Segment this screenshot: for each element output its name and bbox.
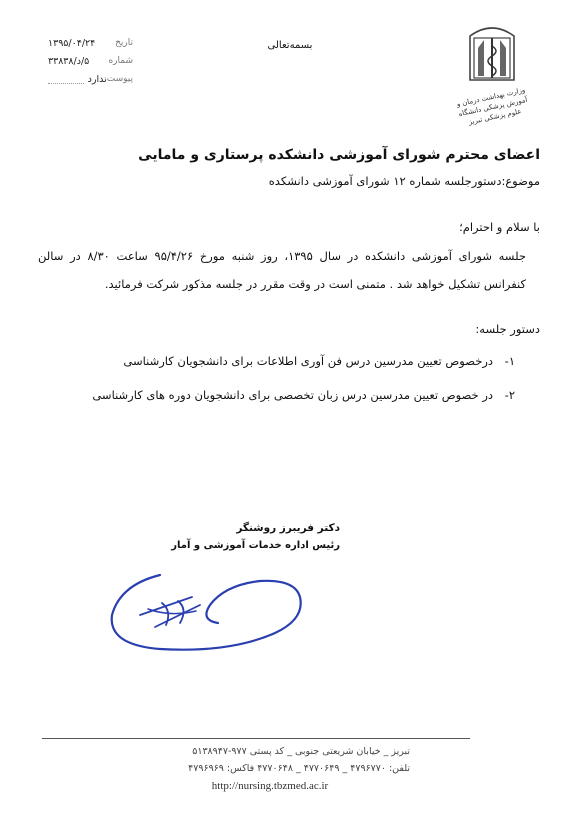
subject-line: موضوع:دستورجلسه شماره ۱۲ شورای آموزشی دانشکده: [268, 174, 540, 188]
meta-date-label: تاریخ: [115, 38, 133, 48]
greeting: با سلام و احترام؛: [459, 220, 540, 234]
agenda-item: [40, 344, 515, 378]
handwritten-signature: [100, 545, 310, 660]
meta-attachment-value: ندارد: [87, 73, 107, 85]
agenda-item-number: ۱-: [504, 354, 515, 368]
footer-phones: تلفن: ۴۷۹۶۷۷۰ _ ۴۷۷۰۶۴۹ _ ۴۷۷۰۶۴۸ فاکس: ۴۷۹۶۹۶۹: [188, 763, 410, 774]
footer-url[interactable]: http://nursing.tbzmed.ac.ir: [211, 780, 329, 792]
footer-divider: [42, 738, 470, 739]
meta-attachment-dots: [48, 75, 84, 84]
meta-date-value: ۱۳۹۵/۰۴/۲۴: [48, 37, 96, 49]
logo-caption: وزارت بهداشت درمان و آموزش پزشکی دانشگاه علوم پزشکی تبریز: [455, 86, 529, 127]
meta-number-label: شماره: [108, 56, 133, 66]
agenda-item-text: در خصوص تعیین مدرسین درس زبان تخصصی برای دانشجویان دوره های کارشناسی: [92, 388, 493, 402]
meta-number-value: ۵/د/۳۳۸۳۸: [48, 55, 90, 67]
meta-attachment-row: [48, 70, 133, 88]
signer-name: دکتر فریبرز روشنگر: [236, 522, 340, 534]
signer-title: رئیس اداره خدمات آموزشی و آمار: [171, 540, 340, 551]
agenda-list: [40, 344, 515, 412]
letter-meta: [48, 34, 133, 88]
body-paragraph: جلسه شورای آموزشی دانشکده در سال ۱۳۹۵، روز شنبه مورخ ۹۵/۴/۲۶ ساعت ۸/۳۰ در سالن کنفرانس تشکیل خواهد شد . متمنی است در وقت مقرر در جلسه مذکور شرکت فرمائید.: [38, 249, 526, 291]
footer-address: تبریز _ خیابان شریعتی جنوبی _ کد پستی ۹۷۷-۵۱۳۸۹۴۷: [192, 746, 410, 757]
agenda-title: دستور جلسه:: [475, 322, 540, 336]
basmala: بسمه‌تعالی: [267, 40, 313, 51]
agenda-item-text: درخصوص تعیین مدرسین درس فن آوری اطلاعات برای دانشجویان کارشناسی: [123, 354, 493, 368]
meta-date-row: [48, 34, 133, 52]
agenda-item-number: ۲-: [504, 388, 515, 402]
meta-number-row: [48, 52, 133, 70]
footer: [110, 743, 410, 777]
recipient-line: اعضای محترم شورای آموزشی دانشکده پرستاری و مامایی: [138, 147, 540, 163]
agenda-item: [40, 378, 515, 412]
meta-attachment-label: پیوست: [106, 74, 133, 84]
